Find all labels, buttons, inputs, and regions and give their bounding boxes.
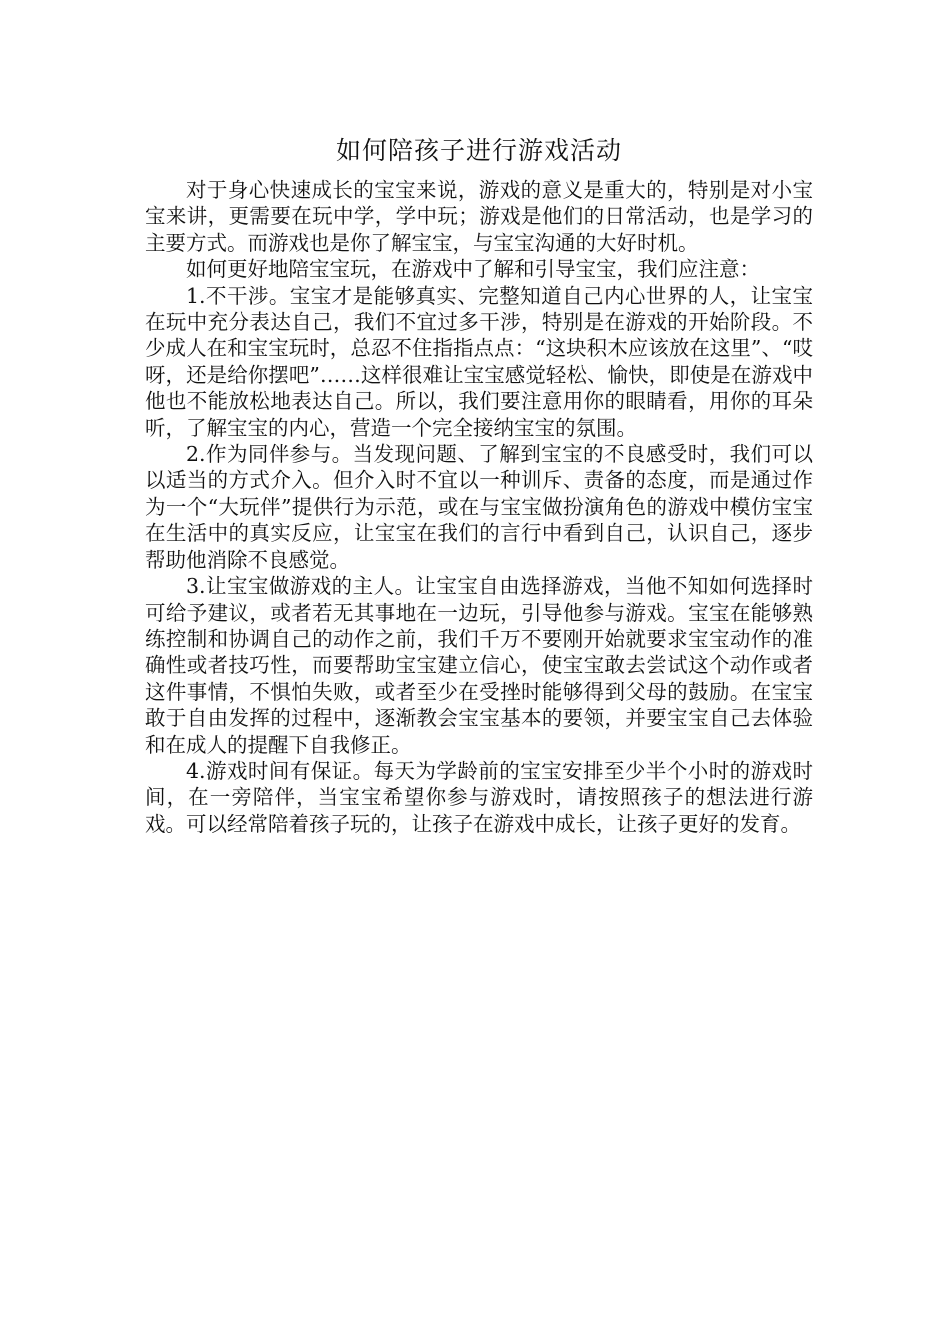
paragraph-point-4: 4.游戏时间有保证。每天为学龄前的宝宝安排至少半个小时的游戏时间，在一旁陪伴，当宝宝希望你参与游戏时，请按照孩子的想法进行游戏。可以经常陪着孩子玩的，让孩子在游戏中成长，让孩子更好的发育。 (145, 758, 813, 836)
paragraph-point-2: 2.作为同伴参与。当发现问题、了解到宝宝的不良感受时，我们可以以适当的方式介入。但介入时不宜以一种训斥、责备的态度，而是通过作为一个“大玩伴”提供行为示范，或在与宝宝做扮演角色的游戏中模仿宝宝在生活中的真实反应，让宝宝在我们的言行中看到自己，认识自己，逐步帮助他消除不良感觉。 (145, 442, 813, 572)
paragraph-point-1: 1.不干涉。宝宝才是能够真实、完整知道自己内心世界的人，让宝宝在玩中充分表达自己，我们不宜过多干涉，特别是在游戏的开始阶段。不少成人在和宝宝玩时，总忍不住指指点点：“这块积木应该放在这里”、“哎呀，还是给你摆吧”……这样很难让宝宝感觉轻松、愉快，即使是在游戏中他也不能放松地表达自己。所以，我们要注意用你的眼睛看，用你的耳朵听，了解宝宝的内心，营造一个完全接纳宝宝的氛围。 (145, 283, 813, 440)
document-body (145, 133, 813, 837)
paragraph-intro: 对于身心快速成长的宝宝来说，游戏的意义是重大的，特别是对小宝宝来讲，更需要在玩中学，学中玩；游戏是他们的日常活动，也是学习的主要方式。而游戏也是你了解宝宝，与宝宝沟通的大好时机。 (145, 178, 813, 255)
paragraph-lead-in: 如何更好地陪宝宝玩，在游戏中了解和引导宝宝，我们应注意： (186, 257, 760, 282)
page-title: 如何陪孩子进行游戏活动 (335, 136, 622, 165)
paragraph-point-3: 3.让宝宝做游戏的主人。让宝宝自由选择游戏，当他不知如何选择时可给予建议，或者若无其事地在一边玩，引导他参与游戏。宝宝在能够熟练控制和协调自己的动作之前，我们千万不要刚开始就要求宝宝动作的准确性或者技巧性，而要帮助宝宝建立信心，使宝宝敢去尝试这个动作或者这件事情，不惧怕失败，或者至少在受挫时能够得到父母的鼓励。在宝宝敢于自由发挥的过程中，逐渐教会宝宝基本的要领，并要宝宝自己去体验和在成人的提醒下自我修正。 (145, 574, 813, 757)
